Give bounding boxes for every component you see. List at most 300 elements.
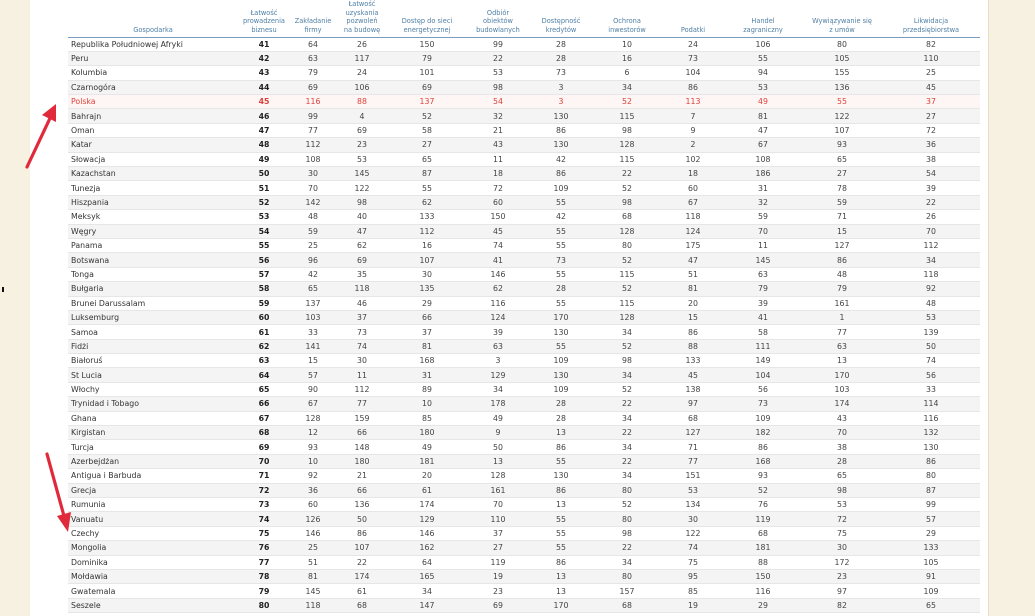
rank-value-cell: 174 [336, 569, 388, 583]
rank-value-cell: 145 [724, 253, 802, 267]
rank-value-cell: 97 [662, 397, 724, 411]
rank-value-cell: 18 [662, 167, 724, 181]
rank-value-cell: 58 [238, 282, 290, 296]
rank-value-cell: 34 [592, 368, 662, 382]
table-row [68, 454, 980, 468]
table-row [68, 526, 980, 540]
rank-value-cell: 98 [336, 195, 388, 209]
table-row [68, 195, 980, 209]
rank-value-cell: 65 [802, 152, 882, 166]
rank-value-cell: 180 [388, 426, 466, 440]
column-header: Wywiązywanie się z umów [802, 0, 882, 37]
rank-value-cell: 175 [662, 238, 724, 252]
rank-value-cell: 34 [388, 584, 466, 598]
rank-value-cell: 46 [238, 109, 290, 123]
column-header: Podatki [662, 0, 724, 37]
rank-value-cell: 54 [466, 95, 530, 109]
rank-value-cell: 64 [238, 368, 290, 382]
table-row-highlighted [68, 95, 980, 109]
rank-value-cell: 20 [388, 469, 466, 483]
rank-value-cell: 86 [882, 454, 980, 468]
rank-value-cell: 65 [238, 382, 290, 396]
rank-value-cell: 55 [530, 238, 592, 252]
rank-value-cell: 86 [530, 440, 592, 454]
rank-value-cell: 98 [592, 123, 662, 137]
country-name-cell: Botswana [68, 253, 238, 267]
rank-value-cell: 66 [336, 483, 388, 497]
table-row [68, 123, 980, 137]
rank-value-cell: 27 [388, 138, 466, 152]
rank-value-cell: 52 [592, 181, 662, 195]
rank-value-cell: 128 [592, 310, 662, 324]
rank-value-cell: 141 [290, 339, 336, 353]
rank-value-cell: 129 [388, 512, 466, 526]
rank-value-cell: 128 [592, 138, 662, 152]
rank-value-cell: 65 [290, 282, 336, 296]
rank-value-cell: 1 [802, 310, 882, 324]
table-row [68, 210, 980, 224]
rank-value-cell: 86 [530, 167, 592, 181]
rank-value-cell: 112 [336, 382, 388, 396]
rank-value-cell: 74 [466, 238, 530, 252]
rank-value-cell: 53 [466, 66, 530, 80]
document-page [30, 0, 988, 616]
table-body [68, 37, 980, 613]
table-row [68, 555, 980, 569]
table-row [68, 152, 980, 166]
rank-value-cell: 174 [802, 397, 882, 411]
rank-value-cell: 74 [662, 541, 724, 555]
rank-value-cell: 85 [662, 584, 724, 598]
rank-value-cell: 45 [662, 368, 724, 382]
rank-value-cell: 31 [724, 181, 802, 195]
column-header: Odbiór obiektów budowlanych [466, 0, 530, 37]
country-name-cell: Gwatemala [68, 584, 238, 598]
rank-value-cell: 72 [238, 483, 290, 497]
country-name-cell: Czechy [68, 526, 238, 540]
rank-value-cell: 28 [530, 37, 592, 51]
rank-value-cell: 74 [238, 512, 290, 526]
country-name-cell: Polska [68, 95, 238, 109]
rank-value-cell: 116 [290, 95, 336, 109]
rank-value-cell: 105 [882, 555, 980, 569]
rank-value-cell: 122 [662, 526, 724, 540]
rank-value-cell: 81 [724, 109, 802, 123]
rank-value-cell: 130 [530, 138, 592, 152]
rank-value-cell: 82 [802, 598, 882, 612]
rank-value-cell: 81 [290, 569, 336, 583]
rank-value-cell: 119 [466, 555, 530, 569]
rank-value-cell: 37 [466, 526, 530, 540]
rank-value-cell: 122 [802, 109, 882, 123]
table-row [68, 368, 980, 382]
rank-value-cell: 55 [530, 512, 592, 526]
rank-value-cell: 150 [466, 210, 530, 224]
rank-value-cell: 52 [592, 339, 662, 353]
table-row [68, 224, 980, 238]
rank-value-cell: 128 [466, 469, 530, 483]
rank-value-cell: 77 [336, 397, 388, 411]
rank-value-cell: 55 [530, 267, 592, 281]
rank-value-cell: 69 [336, 253, 388, 267]
rank-value-cell: 30 [802, 541, 882, 555]
rank-value-cell: 21 [336, 469, 388, 483]
rank-value-cell: 137 [290, 296, 336, 310]
rank-value-cell: 86 [336, 526, 388, 540]
rank-value-cell: 29 [388, 296, 466, 310]
rank-value-cell: 19 [662, 598, 724, 612]
rank-value-cell: 48 [802, 267, 882, 281]
table-row [68, 282, 980, 296]
rank-value-cell: 118 [336, 282, 388, 296]
rank-value-cell: 127 [662, 426, 724, 440]
rank-value-cell: 170 [802, 368, 882, 382]
rank-value-cell: 52 [592, 282, 662, 296]
rank-value-cell: 53 [336, 152, 388, 166]
rank-value-cell: 3 [466, 354, 530, 368]
rank-value-cell: 111 [724, 339, 802, 353]
rank-value-cell: 81 [662, 282, 724, 296]
rank-value-cell: 96 [290, 253, 336, 267]
rank-value-cell: 118 [662, 210, 724, 224]
rank-value-cell: 65 [882, 598, 980, 612]
rank-value-cell: 11 [336, 368, 388, 382]
rank-value-cell: 137 [388, 95, 466, 109]
rank-value-cell: 22 [336, 555, 388, 569]
rank-value-cell: 155 [802, 66, 882, 80]
rank-value-cell: 73 [530, 66, 592, 80]
rank-value-cell: 25 [290, 238, 336, 252]
country-name-cell: Vanuatu [68, 512, 238, 526]
rank-value-cell: 25 [290, 541, 336, 555]
table-row [68, 80, 980, 94]
table-row [68, 440, 980, 454]
rank-value-cell: 172 [802, 555, 882, 569]
rank-value-cell: 59 [238, 296, 290, 310]
rank-value-cell: 62 [336, 238, 388, 252]
rank-value-cell: 67 [238, 411, 290, 425]
rank-value-cell: 70 [466, 498, 530, 512]
rank-value-cell: 12 [290, 426, 336, 440]
rank-value-cell: 24 [662, 37, 724, 51]
rank-value-cell: 116 [882, 411, 980, 425]
rank-value-cell: 68 [336, 598, 388, 612]
rank-value-cell: 118 [882, 267, 980, 281]
rank-value-cell: 79 [724, 282, 802, 296]
rank-value-cell: 55 [530, 454, 592, 468]
rank-value-cell: 47 [238, 123, 290, 137]
rank-value-cell: 37 [882, 95, 980, 109]
rank-value-cell: 79 [802, 282, 882, 296]
rank-value-cell: 34 [882, 253, 980, 267]
rank-value-cell: 139 [882, 325, 980, 339]
rank-value-cell: 34 [592, 555, 662, 569]
rank-value-cell: 86 [662, 80, 724, 94]
rank-value-cell: 45 [238, 95, 290, 109]
rank-value-cell: 130 [530, 325, 592, 339]
rank-value-cell: 55 [530, 296, 592, 310]
rank-value-cell: 13 [530, 569, 592, 583]
rank-value-cell: 70 [238, 454, 290, 468]
rank-value-cell: 22 [592, 397, 662, 411]
rank-value-cell: 70 [802, 426, 882, 440]
country-name-cell: Węgry [68, 224, 238, 238]
rank-value-cell: 108 [724, 152, 802, 166]
rank-value-cell: 80 [592, 569, 662, 583]
column-header: Likwidacja przedsiębiorstwa [882, 0, 980, 37]
rank-value-cell: 10 [388, 397, 466, 411]
rank-value-cell: 136 [336, 498, 388, 512]
rank-value-cell: 74 [336, 339, 388, 353]
doing-business-ranking-table [68, 0, 980, 613]
rank-value-cell: 87 [882, 483, 980, 497]
rank-value-cell: 150 [724, 569, 802, 583]
rank-value-cell: 98 [802, 483, 882, 497]
rank-value-cell: 60 [662, 181, 724, 195]
rank-value-cell: 41 [466, 253, 530, 267]
rank-value-cell: 53 [662, 483, 724, 497]
rank-value-cell: 52 [592, 253, 662, 267]
table-row [68, 296, 980, 310]
country-name-cell: Dominika [68, 555, 238, 569]
rank-value-cell: 23 [802, 569, 882, 583]
rank-value-cell: 112 [388, 224, 466, 238]
rank-value-cell: 116 [724, 584, 802, 598]
rank-value-cell: 168 [388, 354, 466, 368]
rank-value-cell: 21 [466, 123, 530, 137]
rank-value-cell: 13 [530, 426, 592, 440]
table-row [68, 310, 980, 324]
rank-value-cell: 41 [238, 37, 290, 51]
rank-value-cell: 44 [238, 80, 290, 94]
rank-value-cell: 95 [662, 569, 724, 583]
rank-value-cell: 69 [290, 80, 336, 94]
country-name-cell: Kirgistan [68, 426, 238, 440]
rank-value-cell: 89 [388, 382, 466, 396]
rank-value-cell: 54 [882, 167, 980, 181]
rank-value-cell: 63 [238, 354, 290, 368]
rank-value-cell: 25 [882, 66, 980, 80]
rank-value-cell: 30 [336, 354, 388, 368]
country-name-cell: Bahrajn [68, 109, 238, 123]
table-row [68, 253, 980, 267]
rank-value-cell: 99 [466, 37, 530, 51]
rank-value-cell: 138 [662, 382, 724, 396]
rank-value-cell: 39 [466, 325, 530, 339]
rank-value-cell: 56 [882, 368, 980, 382]
rank-value-cell: 27 [882, 109, 980, 123]
rank-value-cell: 42 [530, 210, 592, 224]
rank-value-cell: 52 [592, 498, 662, 512]
rank-value-cell: 57 [882, 512, 980, 526]
country-name-cell: Bułgaria [68, 282, 238, 296]
rank-value-cell: 145 [290, 584, 336, 598]
rank-value-cell: 34 [592, 411, 662, 425]
rank-value-cell: 80 [802, 37, 882, 51]
country-name-cell: Seszele [68, 598, 238, 612]
rank-value-cell: 117 [336, 51, 388, 65]
column-header: Ochrona inwestorów [592, 0, 662, 37]
rank-value-cell: 49 [724, 95, 802, 109]
rank-value-cell: 13 [802, 354, 882, 368]
table-row [68, 512, 980, 526]
rank-value-cell: 118 [290, 598, 336, 612]
country-name-cell: Czarnogóra [68, 80, 238, 94]
rank-value-cell: 94 [724, 66, 802, 80]
rank-value-cell: 36 [882, 138, 980, 152]
rank-value-cell: 129 [466, 368, 530, 382]
rank-value-cell: 34 [592, 325, 662, 339]
rank-value-cell: 113 [662, 95, 724, 109]
rank-value-cell: 55 [530, 339, 592, 353]
rank-value-cell: 28 [530, 282, 592, 296]
rank-value-cell: 162 [388, 541, 466, 555]
rank-value-cell: 13 [530, 498, 592, 512]
rank-value-cell: 71 [662, 440, 724, 454]
rank-value-cell: 168 [724, 454, 802, 468]
column-header: Łatwość uzyskania pozwoleń na budowę [336, 0, 388, 37]
rank-value-cell: 86 [530, 123, 592, 137]
rank-value-cell: 133 [388, 210, 466, 224]
rank-value-cell: 75 [662, 555, 724, 569]
rank-value-cell: 180 [336, 454, 388, 468]
rank-value-cell: 55 [724, 51, 802, 65]
rank-value-cell: 13 [466, 454, 530, 468]
rank-value-cell: 29 [724, 598, 802, 612]
rank-value-cell: 4 [336, 109, 388, 123]
rank-value-cell: 80 [238, 598, 290, 612]
rank-value-cell: 54 [238, 224, 290, 238]
country-name-cell: Słowacja [68, 152, 238, 166]
rank-value-cell: 49 [466, 411, 530, 425]
rank-value-cell: 85 [388, 411, 466, 425]
rank-value-cell: 67 [290, 397, 336, 411]
rank-value-cell: 27 [802, 167, 882, 181]
rank-value-cell: 147 [388, 598, 466, 612]
rank-value-cell: 65 [802, 469, 882, 483]
rank-value-cell: 47 [724, 123, 802, 137]
rank-value-cell: 70 [882, 224, 980, 238]
rank-value-cell: 49 [238, 152, 290, 166]
rank-value-cell: 124 [662, 224, 724, 238]
rank-value-cell: 115 [592, 296, 662, 310]
rank-value-cell: 52 [592, 95, 662, 109]
rank-value-cell: 80 [592, 238, 662, 252]
country-name-cell: Białoruś [68, 354, 238, 368]
table-row [68, 181, 980, 195]
rank-value-cell: 28 [530, 411, 592, 425]
rank-value-cell: 61 [238, 325, 290, 339]
table-row [68, 66, 980, 80]
rank-value-cell: 136 [802, 80, 882, 94]
rank-value-cell: 52 [724, 483, 802, 497]
table-row [68, 325, 980, 339]
rank-value-cell: 159 [336, 411, 388, 425]
table-row [68, 382, 980, 396]
rank-value-cell: 50 [238, 167, 290, 181]
rank-value-cell: 58 [724, 325, 802, 339]
rank-value-cell: 98 [592, 354, 662, 368]
rank-value-cell: 112 [290, 138, 336, 152]
rank-value-cell: 76 [724, 498, 802, 512]
rank-value-cell: 42 [238, 51, 290, 65]
rank-value-cell: 55 [802, 95, 882, 109]
rank-value-cell: 88 [724, 555, 802, 569]
rank-value-cell: 50 [882, 339, 980, 353]
rank-value-cell: 66 [388, 310, 466, 324]
rank-value-cell: 106 [724, 37, 802, 51]
country-name-cell: Luksemburg [68, 310, 238, 324]
rank-value-cell: 47 [662, 253, 724, 267]
table-row [68, 598, 980, 612]
rank-value-cell: 99 [882, 498, 980, 512]
rank-value-cell: 186 [724, 167, 802, 181]
rank-value-cell: 36 [290, 483, 336, 497]
rank-value-cell: 63 [802, 339, 882, 353]
rank-value-cell: 9 [662, 123, 724, 137]
rank-value-cell: 59 [802, 195, 882, 209]
table-header-row [68, 0, 980, 37]
rank-value-cell: 161 [802, 296, 882, 310]
country-name-cell: Trynidad i Tobago [68, 397, 238, 411]
rank-value-cell: 75 [238, 526, 290, 540]
rank-value-cell: 60 [466, 195, 530, 209]
rank-value-cell: 135 [388, 282, 466, 296]
rank-value-cell: 13 [530, 584, 592, 598]
table-row [68, 167, 980, 181]
rank-value-cell: 52 [238, 195, 290, 209]
country-name-cell: St Lucia [68, 368, 238, 382]
rank-value-cell: 51 [662, 267, 724, 281]
country-name-cell: Mongolia [68, 541, 238, 555]
rank-value-cell: 40 [336, 210, 388, 224]
rank-value-cell: 68 [662, 411, 724, 425]
rank-value-cell: 128 [592, 224, 662, 238]
rank-value-cell: 79 [388, 51, 466, 65]
rank-value-cell: 130 [530, 368, 592, 382]
rank-value-cell: 26 [336, 37, 388, 51]
rank-value-cell: 16 [388, 238, 466, 252]
country-name-cell: Włochy [68, 382, 238, 396]
rank-value-cell: 81 [388, 339, 466, 353]
column-header: Dostęp do sieci energetycznej [388, 0, 466, 37]
rank-value-cell: 69 [238, 440, 290, 454]
table-row [68, 569, 980, 583]
rank-value-cell: 90 [290, 382, 336, 396]
rank-value-cell: 22 [592, 541, 662, 555]
page-margin-right [988, 0, 1035, 616]
country-name-cell: Antigua i Barbuda [68, 469, 238, 483]
rank-value-cell: 114 [882, 397, 980, 411]
rank-value-cell: 33 [882, 382, 980, 396]
rank-value-cell: 30 [290, 167, 336, 181]
rank-value-cell: 93 [724, 469, 802, 483]
rank-value-cell: 77 [802, 325, 882, 339]
rank-value-cell: 47 [336, 224, 388, 238]
country-name-cell: Fidżi [68, 339, 238, 353]
rank-value-cell: 42 [530, 152, 592, 166]
rank-value-cell: 87 [388, 167, 466, 181]
rank-value-cell: 64 [388, 555, 466, 569]
rank-value-cell: 69 [466, 598, 530, 612]
table-row [68, 138, 980, 152]
rank-value-cell: 55 [530, 224, 592, 238]
rank-value-cell: 115 [592, 267, 662, 281]
rank-value-cell: 72 [802, 512, 882, 526]
rank-value-cell: 59 [724, 210, 802, 224]
rank-value-cell: 104 [662, 66, 724, 80]
rank-value-cell: 52 [592, 382, 662, 396]
